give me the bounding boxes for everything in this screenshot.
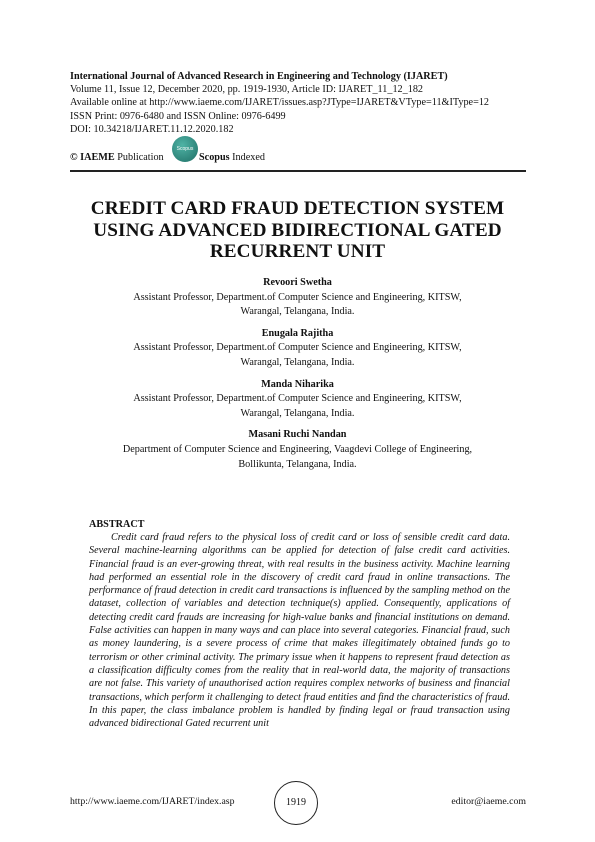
page-number-badge bbox=[274, 781, 318, 825]
paper-title bbox=[60, 198, 535, 263]
author-affiliation: Assistant Professor, Department.of Computer Science and Engineering, KITSW, bbox=[133, 291, 462, 303]
abstract-heading: ABSTRACT bbox=[89, 519, 145, 530]
available-online-line: Available online at http://www.iaeme.com/IJARET/issues.asp?JType=IJARET&VType=11&IType=12 bbox=[70, 97, 490, 109]
abstract-section bbox=[89, 519, 510, 730]
author-name: Enugala Rajitha bbox=[261, 327, 334, 339]
footer-email-link[interactable]: editor@iaeme.com bbox=[451, 796, 526, 807]
doi-line: DOI: 10.34218/IJARET.11.12.2020.182 bbox=[70, 123, 234, 135]
author-block bbox=[60, 276, 535, 320]
title-line: USING ADVANCED BIDIRECTIONAL GATED bbox=[93, 219, 502, 241]
publisher-credit bbox=[70, 152, 164, 163]
page-footer bbox=[70, 788, 526, 818]
header-divider bbox=[70, 170, 526, 172]
indexing-label bbox=[199, 152, 265, 163]
author-location: Warangal, Telangana, India. bbox=[240, 356, 355, 368]
issn-line: ISSN Print: 0976-6480 and ISSN Online: 0976-6499 bbox=[70, 110, 286, 122]
author-affiliation: Department of Computer Science and Engineering, Vaagdevi College of Engineering, bbox=[122, 443, 473, 455]
author-block bbox=[60, 327, 535, 371]
author-name: Masani Ruchi Nandan bbox=[248, 429, 347, 441]
journal-header bbox=[70, 70, 540, 136]
title-line: RECURRENT UNIT bbox=[209, 241, 386, 262]
page-number: 1919 bbox=[286, 797, 306, 808]
volume-line: Volume 11, Issue 12, December 2020, pp. 1919-1930, Article ID: IJARET_11_12_182 bbox=[70, 84, 424, 96]
author-location: Bollikunta, Telangana, India. bbox=[238, 458, 357, 470]
copyright-symbol: © bbox=[70, 152, 78, 163]
author-list bbox=[60, 276, 535, 479]
publisher-row bbox=[70, 146, 540, 168]
author-location: Warangal, Telangana, India. bbox=[240, 306, 355, 318]
journal-title: International Journal of Advanced Research in Engineering and Technology (IJARET) bbox=[70, 71, 448, 82]
scopus-logo-text: Scopus bbox=[176, 146, 194, 152]
author-block bbox=[60, 378, 535, 422]
author-location: Warangal, Telangana, India. bbox=[240, 407, 355, 419]
abstract-body: Credit card fraud refers to the physical loss of credit card or loss of sensible credit card data. Several machine-learning algorithms can be applied for detection of false credit card activities. Financial fraud is an ever-growing threat, with real results in the business activity. Machine learning had performed an essential role in the discovery of credit card fraud in online transactions. The performance of fraud detection in credit card transactions is influenced by the sampling method on the dataset, collection of variables and detection technique(s) applied. Consequently, applications of detecting credit card frauds are increasing for high-value banks and financial institutions on demand. False activities can happen in many ways and can place into several categories. Financial fraud, such as money laundering, is a severe process of crime that makes illegitimately obtained funds go to terrorism or other criminal activity. The primary issue when it happens to represent fraud detection as a classification difficulty comes from the reality that in real-world data, the majority of transactions are not false. This variety of unauthorised action requires complex networks of business and financial transactions, which perform it challenging to detect fraud entities and find the characteristics of fraud. In this paper, the class imbalance problem is handled by finding legal or fraud transaction using advanced bidirectional Gated recurrent unit bbox=[89, 532, 510, 730]
scopus-logo-icon bbox=[172, 136, 198, 162]
author-name: Revoori Swetha bbox=[263, 277, 332, 288]
footer-url-link[interactable]: http://www.iaeme.com/IJARET/index.asp bbox=[70, 796, 235, 807]
title-line: CREDIT CARD FRAUD DETECTION SYSTEM bbox=[90, 198, 505, 219]
author-affiliation: Assistant Professor, Department.of Computer Science and Engineering, KITSW, bbox=[133, 342, 462, 354]
publisher-name: IAEME bbox=[80, 152, 115, 163]
publisher-suffix: Publication bbox=[117, 152, 164, 163]
indexing-suffix: Indexed bbox=[232, 152, 265, 163]
author-name: Manda Niharika bbox=[261, 378, 334, 390]
indexing-bold: Scopus bbox=[199, 152, 230, 163]
author-affiliation: Assistant Professor, Department.of Computer Science and Engineering, KITSW, bbox=[133, 393, 462, 405]
author-block bbox=[60, 428, 535, 472]
